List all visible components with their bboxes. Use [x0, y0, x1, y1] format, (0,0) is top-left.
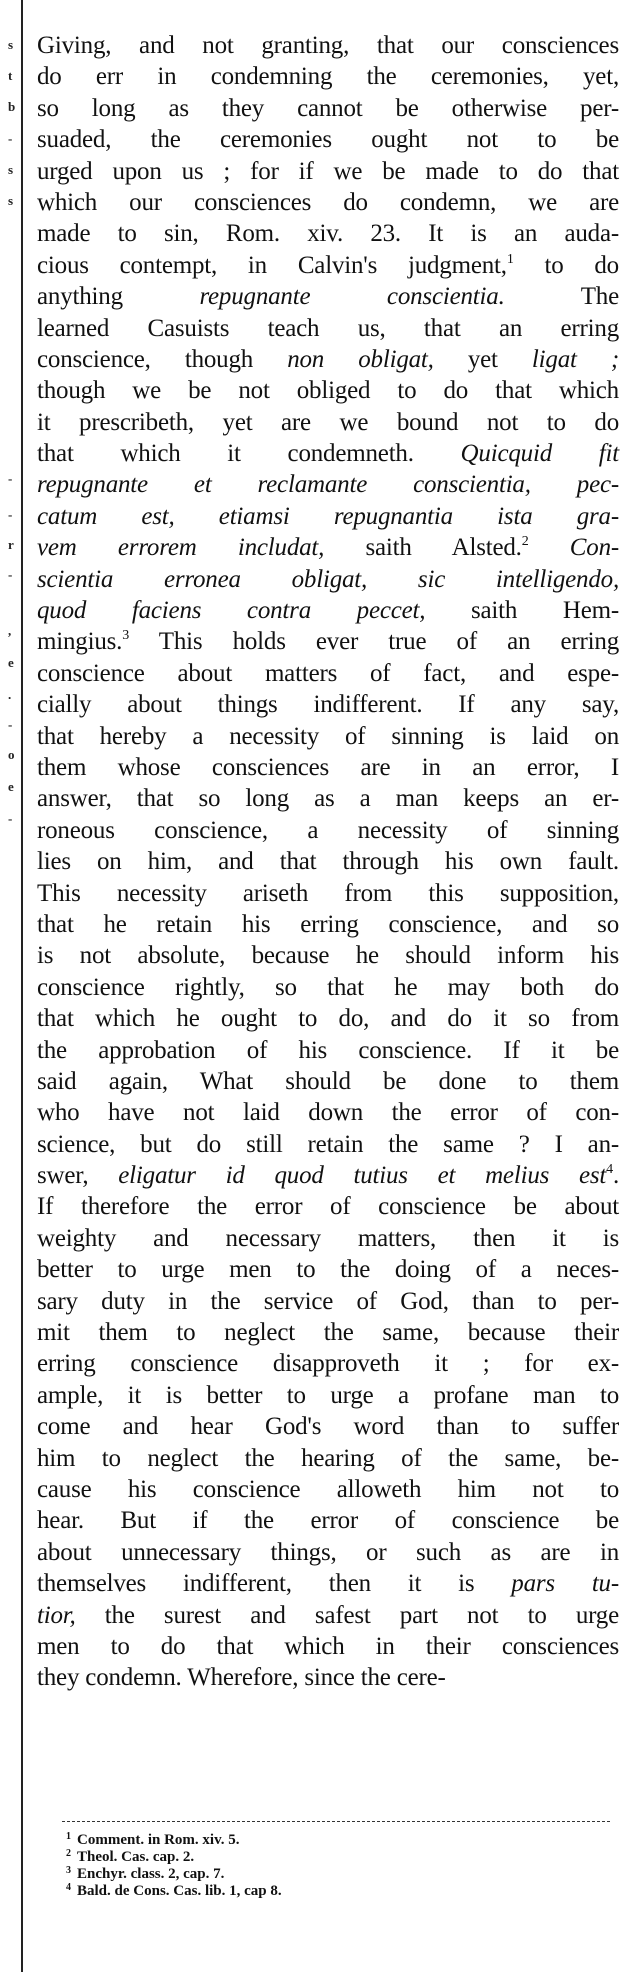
text-segment: ample, it is better to urge a profane man to — [37, 1381, 619, 1409]
footnote — [66, 1832, 606, 1849]
margin-fragment: , — [8, 623, 12, 638]
margin-fragment: - — [8, 811, 13, 826]
latin-phrase: ligat ; — [531, 345, 620, 373]
text-line — [37, 1035, 619, 1066]
margin-fragment: - — [8, 717, 13, 732]
text-line — [37, 972, 619, 1003]
text-segment: come and hear God's word than to suffer — [37, 1413, 619, 1441]
text-line — [37, 532, 619, 563]
column-divider — [21, 0, 23, 1972]
text-segment: said again, What should be done to them — [37, 1067, 619, 1095]
text-segment: urged upon us ; for if we be made to do that — [37, 157, 619, 185]
latin-phrase: non obligat, — [287, 345, 434, 373]
text-line — [37, 595, 619, 626]
text-line — [37, 1160, 619, 1191]
text-segment: cially about things indifferent. If any say, — [37, 691, 619, 719]
text-line — [37, 1286, 619, 1317]
text-segment: conscience, though — [37, 345, 288, 373]
footnote-mark: 2 — [66, 1848, 71, 1859]
text-segment: sary duty in the service of God, than to per- — [37, 1287, 619, 1315]
text-segment: saith Hem- — [425, 597, 619, 625]
text-segment: it prescribeth, yet are we bound not to do — [37, 408, 619, 436]
text-segment: lies on him, and that through his own fault. — [37, 848, 619, 876]
text-segment: If therefore the error of conscience be about — [37, 1193, 619, 1221]
text-line — [37, 1380, 619, 1411]
latin-phrase: eligatur id quod tutius et melius est — [118, 1162, 607, 1190]
footnotes — [66, 1832, 606, 1900]
footnote-text: Comment. in Rom. xiv. 5. — [77, 1832, 240, 1848]
text-line — [37, 1505, 619, 1536]
text-line — [37, 501, 619, 532]
text-line — [37, 1474, 619, 1505]
text-line — [37, 1223, 619, 1254]
text-segment: This necessity ariseth from this supposition, — [37, 879, 619, 907]
margin-fragment: s — [8, 193, 14, 208]
text-line — [37, 1066, 619, 1097]
margin-fragment: b — [8, 99, 16, 114]
text-line — [37, 1348, 619, 1379]
text-line — [37, 187, 619, 218]
text-segment: conscience about matters of fact, and espe- — [37, 659, 619, 687]
text-segment: . — [612, 1162, 619, 1190]
text-line — [37, 909, 619, 940]
footnote-text: Bald. de Cons. Cas. lib. 1, cap 8. — [77, 1883, 282, 1899]
text-segment: that which he ought to do, and do it so from — [37, 1005, 619, 1033]
footnote-reference: 1 — [506, 251, 514, 267]
text-line — [37, 564, 619, 595]
text-segment: them whose consciences are in an error, I — [37, 753, 619, 781]
text-segment: so long as they cannot be otherwise per- — [37, 94, 619, 122]
margin-fragment: o — [8, 747, 15, 762]
text-line — [37, 156, 619, 187]
margin-fragment: s — [8, 162, 14, 177]
text-segment: to do — [513, 251, 619, 279]
footnote-mark: 3 — [66, 1865, 71, 1876]
footnote-text: Theol. Cas. cap. 2. — [77, 1849, 195, 1865]
text-segment: answer, that so long as a man keeps an er- — [37, 785, 619, 813]
text-segment: cause his conscience alloweth him not to — [37, 1475, 619, 1503]
text-line — [37, 1317, 619, 1348]
text-line — [37, 375, 619, 406]
text-line — [37, 218, 619, 249]
text-segment: cious contempt, in Calvin's judgment, — [37, 251, 507, 279]
text-segment: better to urge men to the doing of a neces- — [37, 1256, 619, 1284]
text-line — [37, 1443, 619, 1474]
text-segment: yet — [433, 345, 532, 373]
text-line — [37, 313, 619, 344]
text-line — [37, 1662, 619, 1693]
margin-fragment: - — [8, 507, 13, 522]
footnote-separator — [62, 1821, 610, 1822]
text-line — [37, 61, 619, 92]
text-line — [37, 721, 619, 752]
text-line — [37, 1411, 619, 1442]
text-line — [37, 1191, 619, 1222]
text-segment: suaded, the ceremonies ought not to be — [37, 126, 619, 154]
text-segment: erring conscience disapproveth it ; for ex- — [37, 1350, 619, 1378]
text-segment: This holds ever true of an erring — [129, 628, 619, 656]
text-line — [37, 689, 619, 720]
text-segment: that which it condemneth. — [37, 440, 461, 468]
text-segment: is not absolute, because he should inform his — [37, 942, 619, 970]
margin-fragment: - — [8, 567, 13, 582]
text-segment: though we be not obliged to do that which — [37, 377, 619, 405]
text-line — [37, 250, 619, 281]
text-line — [37, 1097, 619, 1128]
margin-fragment: - — [8, 131, 13, 146]
margin-fragment: r — [8, 537, 14, 552]
text-segment: the surest and safest part not to urge — [75, 1601, 619, 1629]
text-segment: roneous conscience, a necessity of sinning — [37, 816, 619, 844]
text-line — [37, 752, 619, 783]
footnote-reference: 3 — [122, 628, 130, 644]
previous-column-fragments — [0, 38, 22, 1838]
footnote — [66, 1883, 606, 1900]
text-line — [37, 407, 619, 438]
text-segment: weighty and necessary matters, then it is — [37, 1224, 619, 1252]
text-line — [37, 846, 619, 877]
text-segment: that he retain his erring conscience, and so — [37, 910, 619, 938]
margin-fragment: e — [8, 779, 14, 794]
text-segment: learned Casuists teach us, that an erring — [37, 314, 619, 342]
text-line — [37, 438, 619, 469]
text-segment: The — [504, 283, 619, 311]
text-line — [37, 1003, 619, 1034]
text-line — [37, 1254, 619, 1285]
text-line — [37, 344, 619, 375]
text-segment: hear. But if the error of conscience be — [37, 1507, 619, 1535]
footnote — [66, 1849, 606, 1866]
text-segment: the approbation of his conscience. If it be — [37, 1036, 619, 1064]
text-segment: Giving, and not granting, that our consciences — [37, 32, 619, 59]
text-segment: conscience rightly, so that he may both do — [37, 973, 619, 1001]
latin-phrase: scientia erronea obligat, sic intelligendo, — [37, 565, 619, 593]
text-line — [37, 626, 619, 657]
text-line — [37, 30, 619, 61]
margin-fragment: - — [8, 471, 13, 486]
latin-phrase: quod faciens contra peccet, — [37, 597, 426, 625]
text-line — [37, 1568, 619, 1599]
footnote-mark: 4 — [66, 1882, 71, 1893]
margin-fragment: s — [8, 37, 14, 52]
text-segment: they condemn. Wherefore, since the cere- — [37, 1664, 446, 1692]
footnote-reference: 4 — [606, 1162, 613, 1178]
body-text-column — [37, 30, 619, 1694]
text-segment: science, but do still retain the same ? I an- — [37, 1130, 619, 1158]
text-segment: about unnecessary things, or such as are in — [37, 1538, 619, 1566]
text-segment: mit them to neglect the same, because their — [37, 1319, 619, 1347]
text-segment: anything — [37, 283, 200, 311]
latin-phrase: Con- — [569, 534, 619, 562]
text-segment: themselves indifferent, then it is — [37, 1570, 512, 1598]
text-segment: made to sin, Rom. xiv. 23. It is an auda- — [37, 220, 619, 248]
margin-fragment: t — [8, 68, 13, 83]
latin-phrase: pars tu- — [511, 1570, 619, 1598]
text-line — [37, 124, 619, 155]
margin-fragment: . — [8, 687, 12, 702]
latin-phrase: repugnante conscientia. — [199, 283, 505, 311]
text-segment: who have not laid down the error of con- — [37, 1099, 619, 1127]
text-line — [37, 815, 619, 846]
text-line — [37, 783, 619, 814]
text-line — [37, 658, 619, 689]
text-line — [37, 1631, 619, 1662]
text-segment: that hereby a necessity of sinning is laid on — [37, 722, 619, 750]
footnote-text: Enchyr. class. 2, cap. 7. — [77, 1866, 225, 1882]
latin-phrase: tior, — [37, 1601, 76, 1629]
margin-fragment: e — [8, 655, 14, 670]
footnote — [66, 1866, 606, 1883]
latin-phrase: catum est, etiamsi repugnantia ista gra- — [37, 502, 619, 530]
text-line — [37, 469, 619, 500]
text-line — [37, 1537, 619, 1568]
text-segment: swer, — [37, 1162, 119, 1190]
text-segment: men to do that which in their consciences — [37, 1632, 619, 1660]
text-segment: do err in condemning the ceremonies, yet, — [37, 63, 619, 91]
latin-phrase: Quicquid fit — [460, 440, 619, 468]
text-line — [37, 940, 619, 971]
footnote-mark: 1 — [66, 1831, 71, 1842]
latin-phrase: vem errorem includat, — [37, 534, 325, 562]
text-line — [37, 878, 619, 909]
text-line — [37, 1600, 619, 1631]
footnote-reference: 2 — [521, 534, 529, 550]
text-segment: him to neglect the hearing of the same, be- — [37, 1444, 619, 1472]
text-line — [37, 93, 619, 124]
text-segment: which our consciences do condemn, we are — [37, 188, 619, 216]
text-line — [37, 281, 619, 312]
text-segment: saith Alsted. — [324, 534, 522, 562]
text-segment: mingius. — [37, 628, 123, 656]
latin-phrase: repugnante et reclamante conscientia, pec- — [37, 471, 619, 499]
text-line — [37, 1129, 619, 1160]
text-segment — [529, 534, 570, 561]
